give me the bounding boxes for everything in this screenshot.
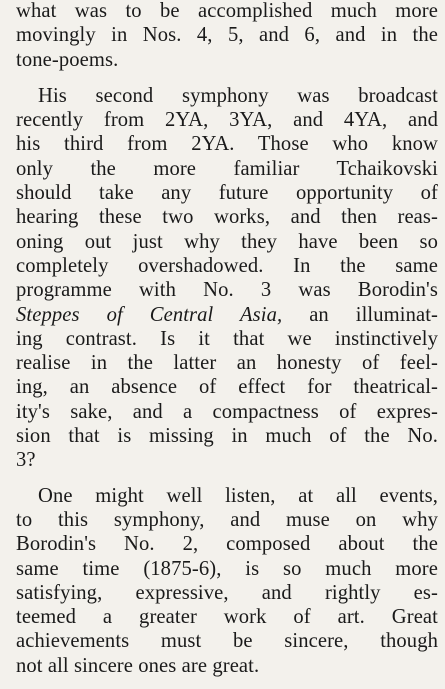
text-line: hearing these two works, and then reas-	[16, 206, 438, 229]
text-line: realise in the latter an honesty of feel-	[16, 352, 438, 375]
text-line: programme with No. 3 was Borodin's	[16, 279, 438, 302]
text-line: completely overshadowed. In the same	[16, 254, 438, 277]
text-line: tone-poems.	[16, 48, 119, 71]
text-fragment: an illuminat-	[309, 303, 439, 326]
text-line: same time (1875-6), is so much more	[16, 557, 438, 580]
text-line: oning out just why they have been so	[16, 230, 438, 253]
text-line: his third from 2YA. Those who know	[16, 133, 438, 156]
text-line: ity's sake, and a compactness of expres-	[16, 400, 438, 423]
text-line: sion that is missing in much of the No.	[16, 425, 438, 448]
text-line: ing contrast. Is it that we instinctively	[16, 327, 438, 350]
text-line: achievements must be sincere, though	[16, 630, 438, 653]
paragraph-2	[16, 84, 438, 473]
text-line: movingly in Nos. 4, 5, and 6, and in the	[16, 24, 438, 47]
text-line: ing, an absence of effect for theatrical-	[16, 376, 438, 399]
text-line: recently from 2YA, 3YA, and 4YA, and	[16, 109, 438, 132]
text-line-with-title	[16, 303, 438, 327]
article-column	[16, 0, 438, 678]
paragraph-3	[16, 484, 438, 678]
text-line: teemed a greater work of art. Great	[16, 606, 438, 629]
text-line: only the more familiar Tchaikovski	[16, 157, 438, 180]
text-line: should take any future opportunity of	[16, 182, 438, 205]
text-line: His second symphony was broadcast	[38, 84, 438, 107]
text-line: One might well listen, at all events,	[38, 484, 438, 507]
text-line: what was to be accomplished much more	[16, 0, 438, 22]
text-line: 3?	[16, 449, 36, 472]
text-line: satisfying, expressive, and rightly es-	[16, 581, 438, 604]
text-line: to this symphony, and muse on why	[16, 508, 438, 531]
work-title: Steppes of Central Asia,	[16, 303, 283, 326]
text-line: not all sincere ones are great.	[16, 654, 260, 677]
text-line: Borodin's No. 2, composed about the	[16, 533, 438, 556]
paragraph-1	[16, 0, 438, 72]
